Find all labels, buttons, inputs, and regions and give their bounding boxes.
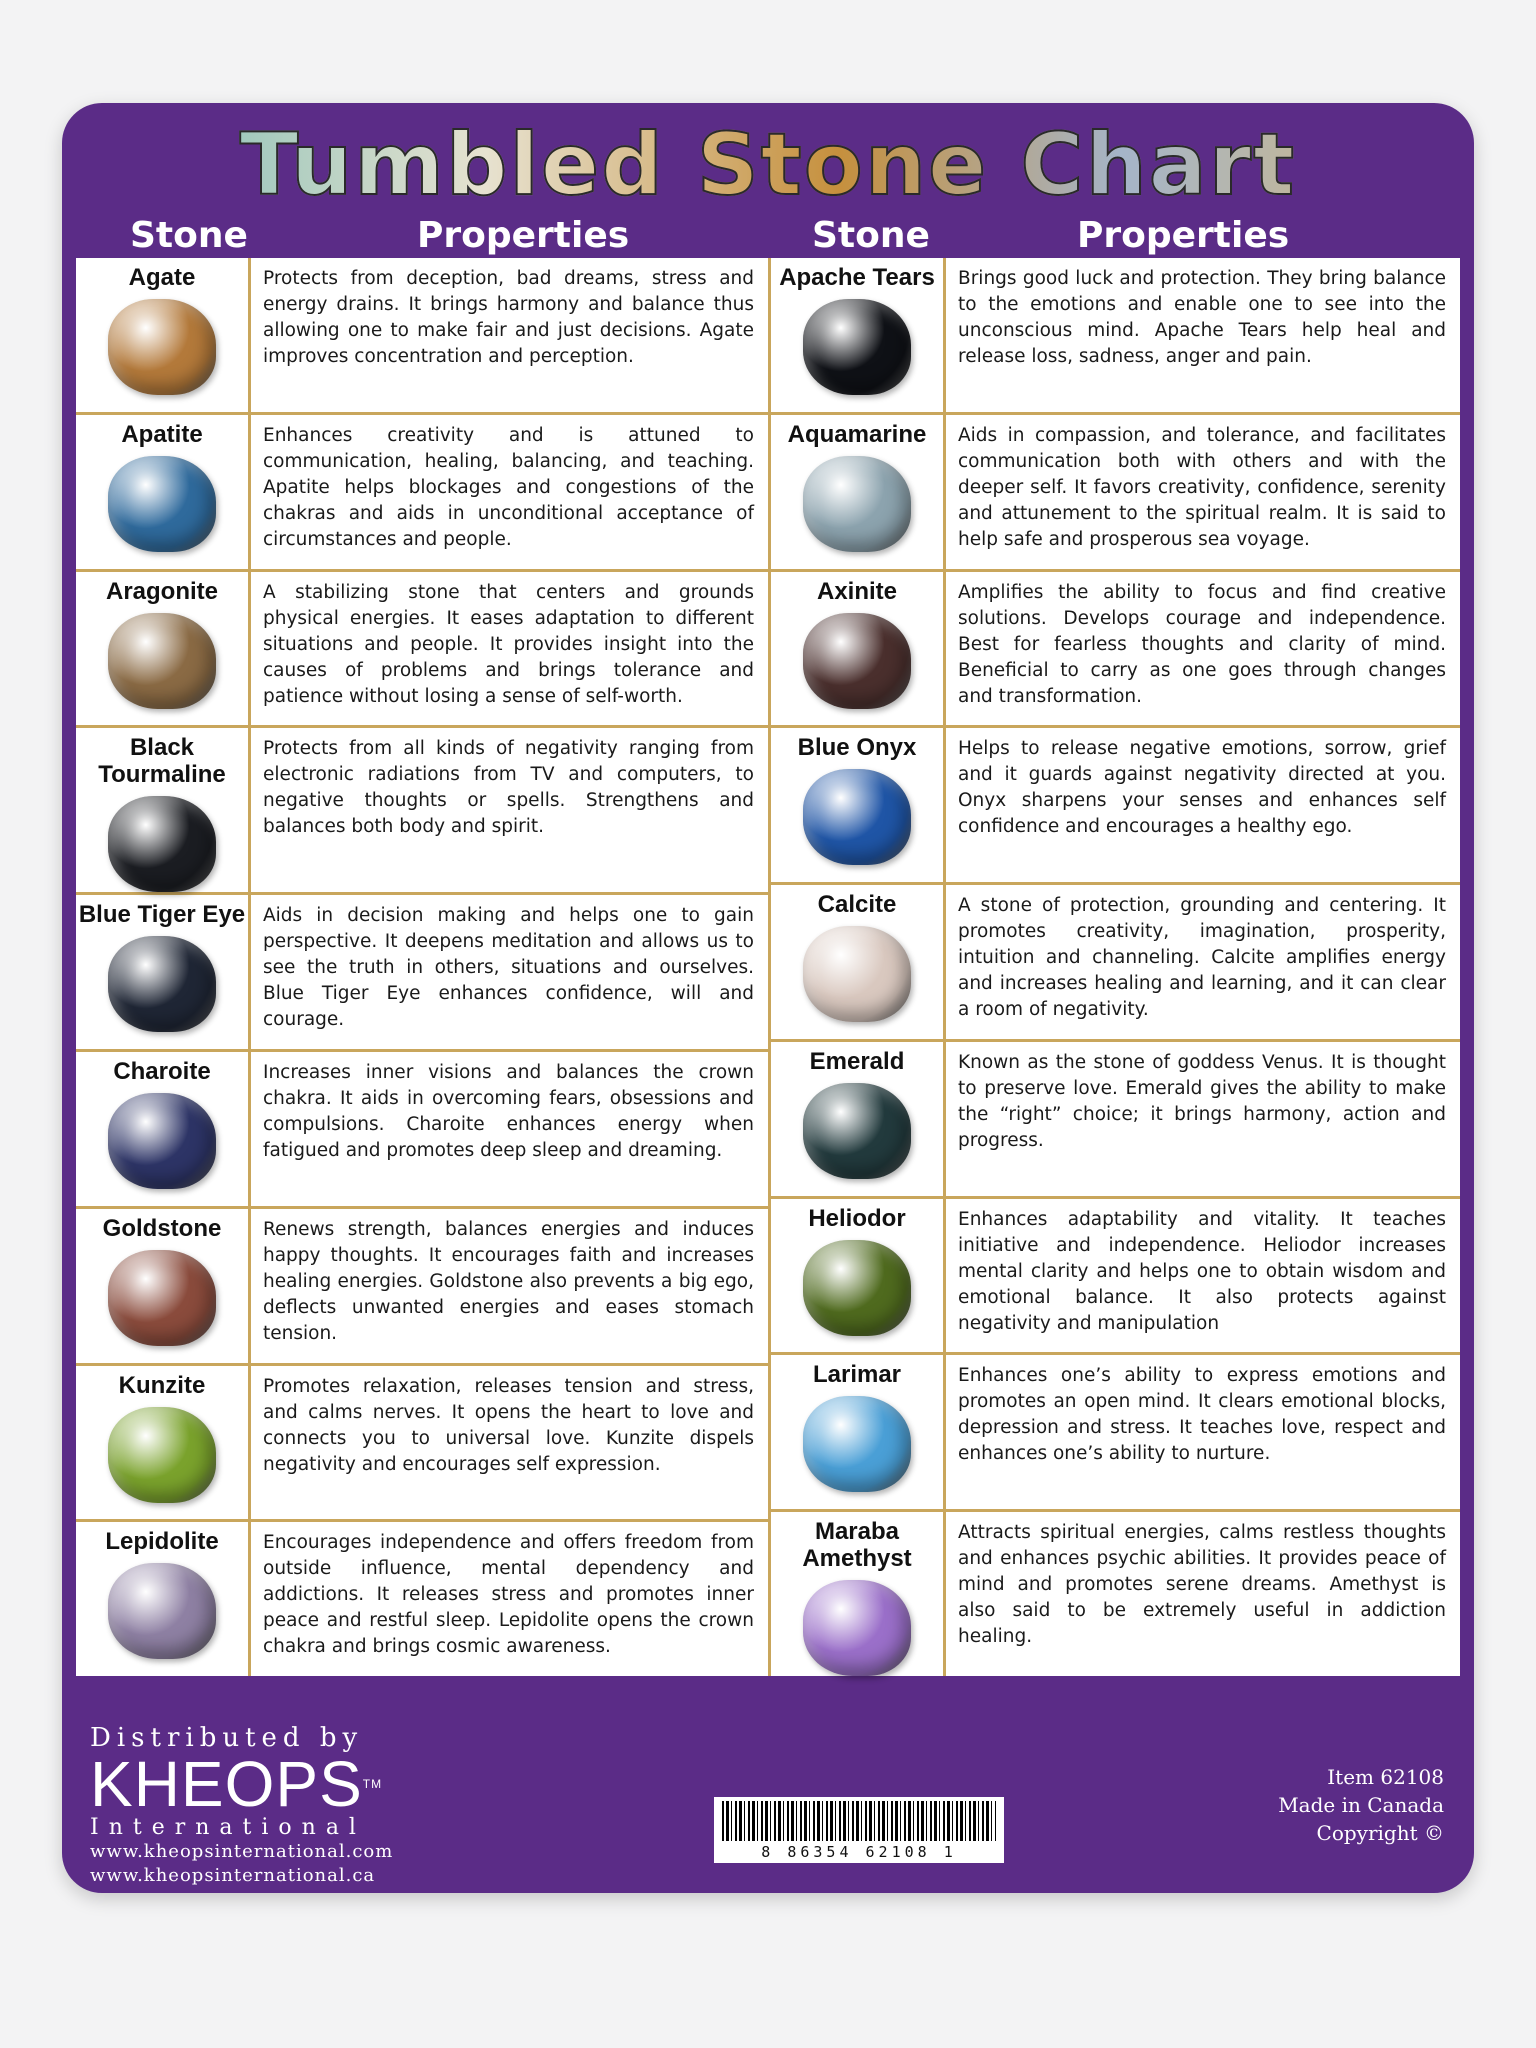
- stone-row: [771, 728, 1460, 885]
- stone-cell: [771, 572, 946, 726]
- stone-cell: [771, 1042, 946, 1196]
- stone-properties: Enhances creativity and is attuned to communication, healing, balancing, and teaching. Apatite helps blockages and congestions of the chakras and aids in unconditional acceptance of circumstances and people.: [263, 424, 754, 550]
- stone-row: [76, 572, 768, 729]
- stone-name: Maraba Amethyst: [802, 1518, 912, 1572]
- stone-name: Calcite: [817, 891, 897, 918]
- stone-properties: Renews strength, balances energies and induces happy thoughts. It encourages faith and increases healing energies. Goldstone also prevents a big ego, deflects unwanted energies and eases stomach tension.: [263, 1218, 754, 1344]
- stone-name: Aquamarine: [787, 420, 927, 448]
- stone-table: [76, 258, 1460, 1676]
- stone-cell: [76, 728, 251, 892]
- stone-row: [76, 258, 768, 415]
- made-in-text: Made in Canada: [1278, 1793, 1444, 1817]
- item-number: Item 62108: [1327, 1765, 1444, 1789]
- stone-cell: [771, 1512, 946, 1676]
- brand-name: KHEOPS: [90, 1748, 363, 1820]
- product-info: [1278, 1763, 1444, 1847]
- stone-cell: [76, 1522, 251, 1676]
- stone-image: [803, 1396, 911, 1492]
- stone-properties: Aids in decision making and helps one to gain perspective. It deepens meditation and allows us to see the truth in others, situations and ourselves. Blue Tiger Eye enhances confidence, will and courage.: [263, 905, 754, 1031]
- header-stone-right: Stone: [812, 215, 930, 256]
- stone-row: [771, 1512, 1460, 1676]
- stone-row: [771, 1199, 1460, 1356]
- barcode: [714, 1797, 1004, 1863]
- stone-row: [76, 1522, 768, 1676]
- barcode-number: 8 86354 62108 1: [761, 1843, 957, 1861]
- stone-row: [76, 728, 768, 895]
- stone-image: [108, 1093, 216, 1189]
- left-column: [76, 258, 768, 1676]
- stone-cell: [76, 895, 251, 1049]
- stone-properties: Increases inner visions and balances the crown chakra. It aids in overcoming fears, obsessions and compulsions. Charoite enhances energy when fatigued and promotes deep sleep and dreaming.: [263, 1062, 754, 1161]
- stone-properties: Helps to release negative emotions, sorrow, grief and it guards against negativity directed at you. Onyx sharpens your senses and enhances self confidence and encourages a healthy ego.: [958, 738, 1446, 838]
- stone-row: [771, 572, 1460, 729]
- stone-cell: [76, 1052, 251, 1206]
- stone-name: Larimar: [812, 1361, 902, 1389]
- stone-properties: Attracts spiritual energies, calms restless thoughts and enhances psychic abilities. It provides peace of mind and promotes serene dreams. Amethyst is also said to be extremely useful in addiction healing.: [958, 1522, 1446, 1647]
- stone-name: Blue Onyx: [797, 734, 917, 762]
- stone-cell: [76, 258, 251, 412]
- stone-image: [108, 1250, 216, 1346]
- stone-name: Kunzite: [118, 1371, 206, 1399]
- stone-image: [108, 1407, 216, 1503]
- stone-name: Apatite: [121, 420, 203, 448]
- stone-row: [76, 1366, 768, 1523]
- stone-name: Axinite: [816, 577, 897, 605]
- header-properties-left: Properties: [417, 215, 630, 256]
- stone-image: [803, 769, 911, 865]
- stone-cell: [771, 1355, 946, 1509]
- stone-row: [771, 415, 1460, 572]
- stone-image: [803, 1580, 911, 1676]
- stone-image: [803, 926, 911, 1022]
- stone-properties: Known as the stone of goddess Venus. It is thought to preserve love. Emerald gives the ability to make the “right” choice; it brings harmony, action and progress.: [958, 1051, 1446, 1151]
- stone-row: [771, 258, 1460, 415]
- stone-image: [108, 936, 216, 1032]
- stone-properties: Protects from all kinds of negativity ranging from electronic radiations from TV and computers, to negative thoughts or spells. Strengthens and balances both body and spirit.: [263, 738, 754, 838]
- stone-cell: [76, 572, 251, 726]
- stone-name: Lepidolite: [105, 1528, 219, 1556]
- distributed-by-text: Distributed by: [90, 1723, 364, 1753]
- stone-name: Emerald: [809, 1047, 905, 1075]
- website-url-ca[interactable]: www.kheopsinternational.ca: [90, 1865, 376, 1886]
- stone-row: [76, 895, 768, 1052]
- stone-name: Charoite: [113, 1058, 211, 1085]
- stone-cell: [771, 1199, 946, 1353]
- stone-image: [108, 613, 216, 709]
- stone-row: [76, 415, 768, 572]
- stone-image: [108, 1563, 216, 1659]
- stone-name: Aragonite: [105, 577, 218, 605]
- trademark-mark: TM: [362, 1777, 383, 1791]
- kheops-logo: [90, 1748, 393, 1820]
- stone-properties: Amplifies the ability to focus and find creative solutions. Develops courage and independence. Best for fearless thoughts and clarity of mind. Beneficial to carry as one goes through changes and transformation.: [958, 581, 1446, 707]
- stone-image: [108, 456, 216, 552]
- chart-title: Tumbled Stone Chart: [62, 115, 1474, 215]
- header-properties-right: Properties: [1077, 215, 1290, 256]
- stone-image: [803, 299, 911, 395]
- stone-properties: Aids in compassion, and tolerance, and facilitates communication both with others and with the deeper self. It favors creativity, confidence, serenity and attunement to the spiritual realm. It is said to help safe and prosperous sea voyage.: [958, 424, 1446, 550]
- stone-row: [771, 1042, 1460, 1199]
- right-column: [768, 258, 1460, 1676]
- stone-name: Heliodor: [808, 1204, 906, 1232]
- stone-properties: Promotes relaxation, releases tension and stress, and calms nerves. It opens the heart to love and connects you to universal love. Kunzite dispels negativity and encourages self expression.: [263, 1375, 754, 1475]
- stone-row: [76, 1052, 768, 1209]
- stone-image: [803, 456, 911, 552]
- stone-chart-card: [62, 103, 1474, 1893]
- stone-image: [803, 613, 911, 709]
- stone-properties: A stone of protection, grounding and centering. It promotes creativity, imagination, prosperity, intuition and channeling. Calcite amplifies energy and increases healing and learning, and it can clear a room of negativity.: [958, 895, 1446, 1020]
- stone-name: Agate: [128, 264, 196, 291]
- international-text: International: [90, 1815, 366, 1840]
- website-url-com[interactable]: www.kheopsinternational.com: [90, 1841, 394, 1862]
- stone-properties: Enhances one’s ability to express emotions and promotes an open mind. It clears emotional blocks, depression and stress. It teaches love, respect and enhances one’s ability to nurture.: [958, 1365, 1446, 1465]
- stone-name: Apache Tears: [779, 264, 935, 291]
- stone-image: [108, 299, 216, 395]
- barcode-bars: [722, 1801, 996, 1841]
- distributor-block: [90, 1723, 393, 1888]
- stone-image: [803, 1240, 911, 1336]
- stone-name: Black Tourmaline: [98, 734, 226, 789]
- stone-row: [76, 1209, 768, 1366]
- header-stone-left: Stone: [130, 215, 248, 256]
- stone-row: [771, 1355, 1460, 1512]
- stone-properties: Protects from deception, bad dreams, stress and energy drains. It brings harmony and balance thus allowing one to make fair and just decisions. Agate improves concentration and perception.: [263, 268, 754, 367]
- stone-name: Blue Tiger Eye: [78, 901, 246, 929]
- stone-name: Goldstone: [102, 1214, 222, 1242]
- stone-cell: [76, 1366, 251, 1520]
- stone-properties: Brings good luck and protection. They bring balance to the emotions and enable one to see into the unconscious mind. Apache Tears help heal and release loss, sadness, anger and pain.: [958, 268, 1446, 367]
- stone-cell: [771, 415, 946, 569]
- stone-properties: A stabilizing stone that centers and grounds physical energies. It eases adaptation to different situations and people. It provides insight into the causes of problems and brings tolerance and patience without losing a sense of self-worth.: [263, 581, 754, 707]
- stone-cell: [771, 728, 946, 882]
- stone-cell: [771, 885, 946, 1039]
- stone-image: [108, 796, 216, 892]
- stone-cell: [76, 415, 251, 569]
- stone-row: [771, 885, 1460, 1042]
- stone-properties: Encourages independence and offers freedom from outside influence, mental dependency and addictions. It releases stress and promotes inner peace and restful sleep. Lepidolite opens the crown chakra and brings cosmic awareness.: [263, 1532, 754, 1658]
- copyright-text: Copyright ©: [1316, 1821, 1444, 1845]
- stone-properties: Enhances adaptability and vitality. It teaches initiative and independence. Heliodor increases mental clarity and helps one to obtain wisdom and emotional balance. It also protects against negativity and manipulation: [958, 1208, 1446, 1334]
- stone-image: [803, 1083, 911, 1179]
- stone-cell: [771, 258, 946, 412]
- stone-cell: [76, 1209, 251, 1363]
